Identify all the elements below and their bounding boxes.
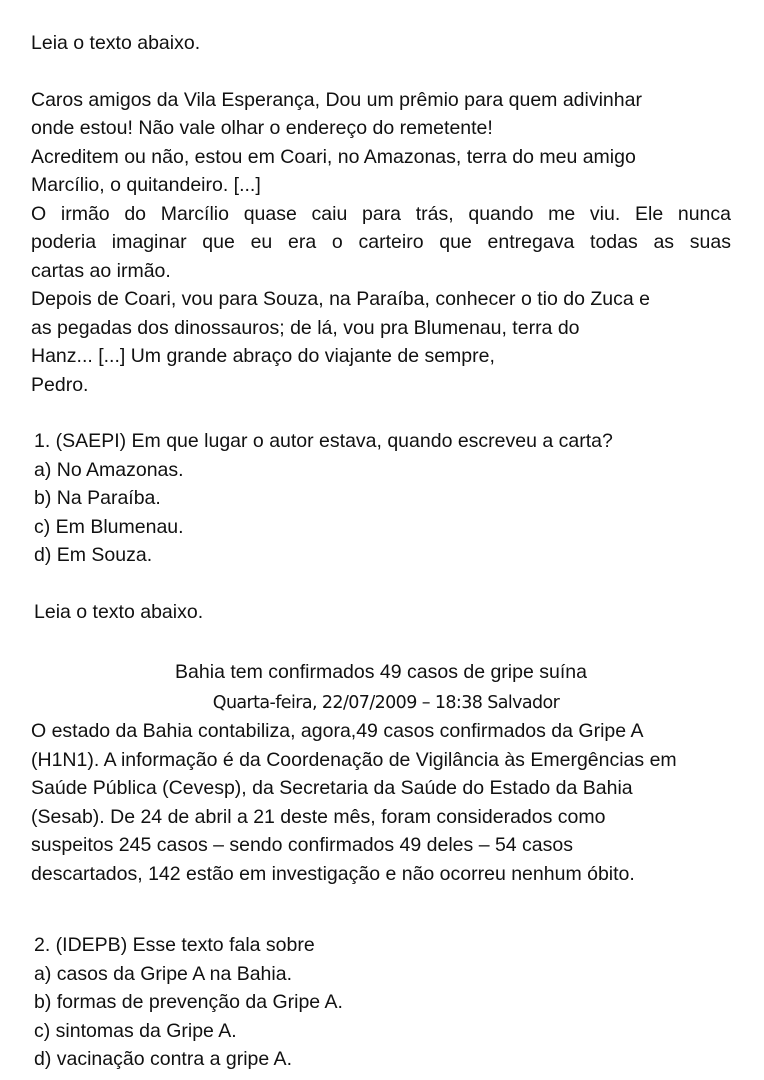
answer-option[interactable]: d) Em Souza. — [34, 544, 153, 566]
document-page — [31, 29, 731, 1074]
answer-option[interactable]: c) sintomas da Gripe A. — [34, 1019, 237, 1042]
news-dateline: Quarta-feira, 22/07/2009 – 18:38 Salvador — [212, 692, 560, 713]
spacer — [31, 570, 731, 598]
question-1 — [31, 427, 731, 570]
answer-option[interactable]: b) Na Paraíba. — [34, 487, 161, 509]
instruction-text: Leia o texto abaixo. — [31, 32, 201, 54]
spacer — [31, 58, 731, 86]
news-line: (Sesab). De 24 de abril a 21 deste mês, foram considerados como — [31, 805, 606, 828]
letter-line: Marcílio, o quitandeiro. [...] — [31, 174, 261, 196]
letter-line: as pegadas dos dinossauros; de lá, vou pra Blumenau, terra do — [31, 316, 580, 339]
letter-line: Depois de Coari, vou para Souza, na Paraíba, conhecer o tio do Zuca e — [31, 288, 650, 310]
answer-option[interactable]: a) No Amazonas. — [34, 458, 184, 481]
letter-line: onde estou! Não vale olhar o endereço do remetente! — [31, 117, 493, 139]
question-2 — [31, 931, 731, 1074]
spacer — [31, 626, 731, 654]
letter-line: poderia imaginar que eu era o carteiro que entregava todas as suas — [31, 231, 731, 253]
letter-line: O irmão do Marcílio quase caiu para trás, quando me viu. Ele nunca — [31, 202, 731, 225]
question-prompt: 1. (SAEPI) Em que lugar o autor estava, quando escreveu a carta? — [34, 430, 613, 452]
answer-option[interactable]: a) casos da Gripe A na Bahia. — [34, 962, 292, 985]
letter-line: Hanz... [...] Um grande abraço do viajante de sempre, — [31, 345, 495, 367]
letter-text — [31, 86, 731, 400]
answer-option[interactable]: c) Em Blumenau. — [34, 515, 184, 538]
news-line: Saúde Pública (Cevesp), da Secretaria da Saúde do Estado da Bahia — [31, 777, 633, 799]
letter-signature: Pedro. — [31, 373, 89, 396]
news-line: descartados, 142 estão em investigação e não ocorreu nenhum óbito. — [31, 862, 635, 885]
answer-option[interactable]: b) formas de prevenção da Gripe A. — [34, 991, 343, 1013]
news-article — [31, 658, 731, 888]
letter-line: cartas ao irmão. — [31, 259, 171, 282]
question-prompt: 2. (IDEPB) Esse texto fala sobre — [34, 934, 315, 956]
spacer — [31, 888, 731, 931]
instruction-text: Leia o texto abaixo. — [34, 600, 204, 623]
news-line: O estado da Bahia contabiliza, agora,49 casos confirmados da Gripe A — [31, 720, 644, 742]
letter-line: Caros amigos da Vila Esperança, Dou um prêmio para quem adivinhar — [31, 88, 642, 111]
answer-option[interactable]: d) vacinação contra a gripe A. — [34, 1048, 292, 1070]
letter-line: Acreditem ou não, estou em Coari, no Amazonas, terra do meu amigo — [31, 145, 636, 168]
news-title: Bahia tem confirmados 49 casos de gripe suína — [175, 661, 587, 683]
news-line: (H1N1). A informação é da Coordenação de Vigilância às Emergências em — [31, 748, 677, 771]
spacer — [31, 399, 731, 427]
news-line: suspeitos 245 casos – sendo confirmados 49 deles – 54 casos — [31, 834, 574, 856]
news-body — [31, 717, 731, 888]
